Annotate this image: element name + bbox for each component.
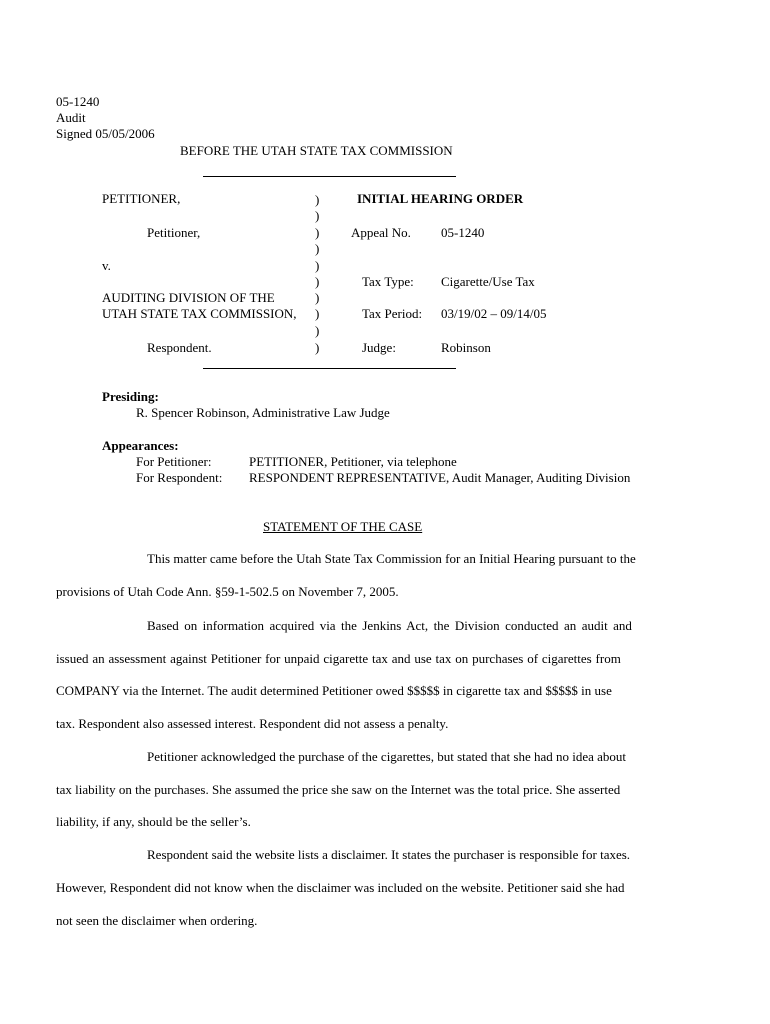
tax-type-label: Tax Type: [362,274,414,289]
paragraph-line: liability, if any, should be the seller’s. [56,814,251,829]
top-rule [203,176,456,177]
presiding-label: Presiding: [102,389,159,404]
tax-period-label: Tax Period: [362,306,423,321]
for-respondent-value: RESPONDENT REPRESENTATIVE, Audit Manager, Auditing Division [249,470,631,485]
court-title: BEFORE THE UTAH STATE TAX COMMISSION [180,143,453,158]
petitioner-name: PETITIONER, [102,191,181,206]
paragraph-line: Respondent said the website lists a disclaimer. It states the purchaser is responsible for taxes. [147,847,631,862]
caption-paren: ) [315,340,320,355]
respondent-role: Respondent. [147,340,212,355]
presiding-name: R. Spencer Robinson, Administrative Law Judge [136,405,390,420]
caption-paren: ) [315,241,320,256]
order-title: INITIAL HEARING ORDER [357,191,524,206]
tax-period-value: 03/19/02 – 09/14/05 [441,306,547,321]
for-petitioner-value: PETITIONER, Petitioner, via telephone [249,454,457,469]
case-number: 05-1240 [56,94,100,109]
for-respondent-label: For Respondent: [136,470,223,485]
paragraph-line: Based on information acquired via the Jenkins Act, the Division conducted an audit and [147,618,632,633]
caption-paren: ) [315,258,320,273]
petitioner-role: Petitioner, [147,225,201,240]
respondent-name-line-1: AUDITING DIVISION OF THE [102,290,275,305]
judge-value: Robinson [441,340,491,355]
judge-label: Judge: [362,340,396,355]
section-heading: STATEMENT OF THE CASE [263,519,423,534]
caption-paren: ) [315,208,320,223]
paragraph-line: However, Respondent did not know when the disclaimer was included on the website. Petitioner said she had [56,880,625,895]
caption-paren: ) [315,323,320,338]
respondent-name-line-2: UTAH STATE TAX COMMISSION, [102,306,297,321]
caption-paren: ) [315,192,320,207]
appearances-label: Appearances: [102,438,179,453]
for-petitioner-label: For Petitioner: [136,454,212,469]
caption-bottom-rule [203,368,456,369]
caption-paren: ) [315,225,320,240]
appeal-label: Appeal No. [351,225,411,240]
paragraph-line: tax liability on the purchases. She assumed the price she saw on the Internet was the total price. She asserted [56,782,621,797]
caption-paren: ) [315,274,320,289]
caption-paren: ) [315,290,320,305]
paragraph-line: not seen the disclaimer when ordering. [56,913,258,928]
document-type: Audit [56,110,86,125]
versus: v. [102,258,111,273]
caption-paren: ) [315,306,320,321]
paragraph-line: provisions of Utah Code Ann. §59-1-502.5 on November 7, 2005. [56,584,399,599]
appeal-value: 05-1240 [441,225,485,240]
signed-date: Signed 05/05/2006 [56,126,155,141]
paragraph-line: This matter came before the Utah State Tax Commission for an Initial Hearing pursuant to the [147,551,636,566]
paragraph-line: tax. Respondent also assessed interest. Respondent did not assess a penalty. [56,716,449,731]
paragraph-line: issued an assessment against Petitioner for unpaid cigarette tax and use tax on purchases of cigarettes from [56,651,621,666]
tax-type-value: Cigarette/Use Tax [441,274,535,289]
paragraph-line: Petitioner acknowledged the purchase of the cigarettes, but stated that she had no idea about [147,749,627,764]
paragraph-line: COMPANY via the Internet. The audit determined Petitioner owed $$$$$ in cigarette tax and $$$$$ in use [56,683,612,698]
